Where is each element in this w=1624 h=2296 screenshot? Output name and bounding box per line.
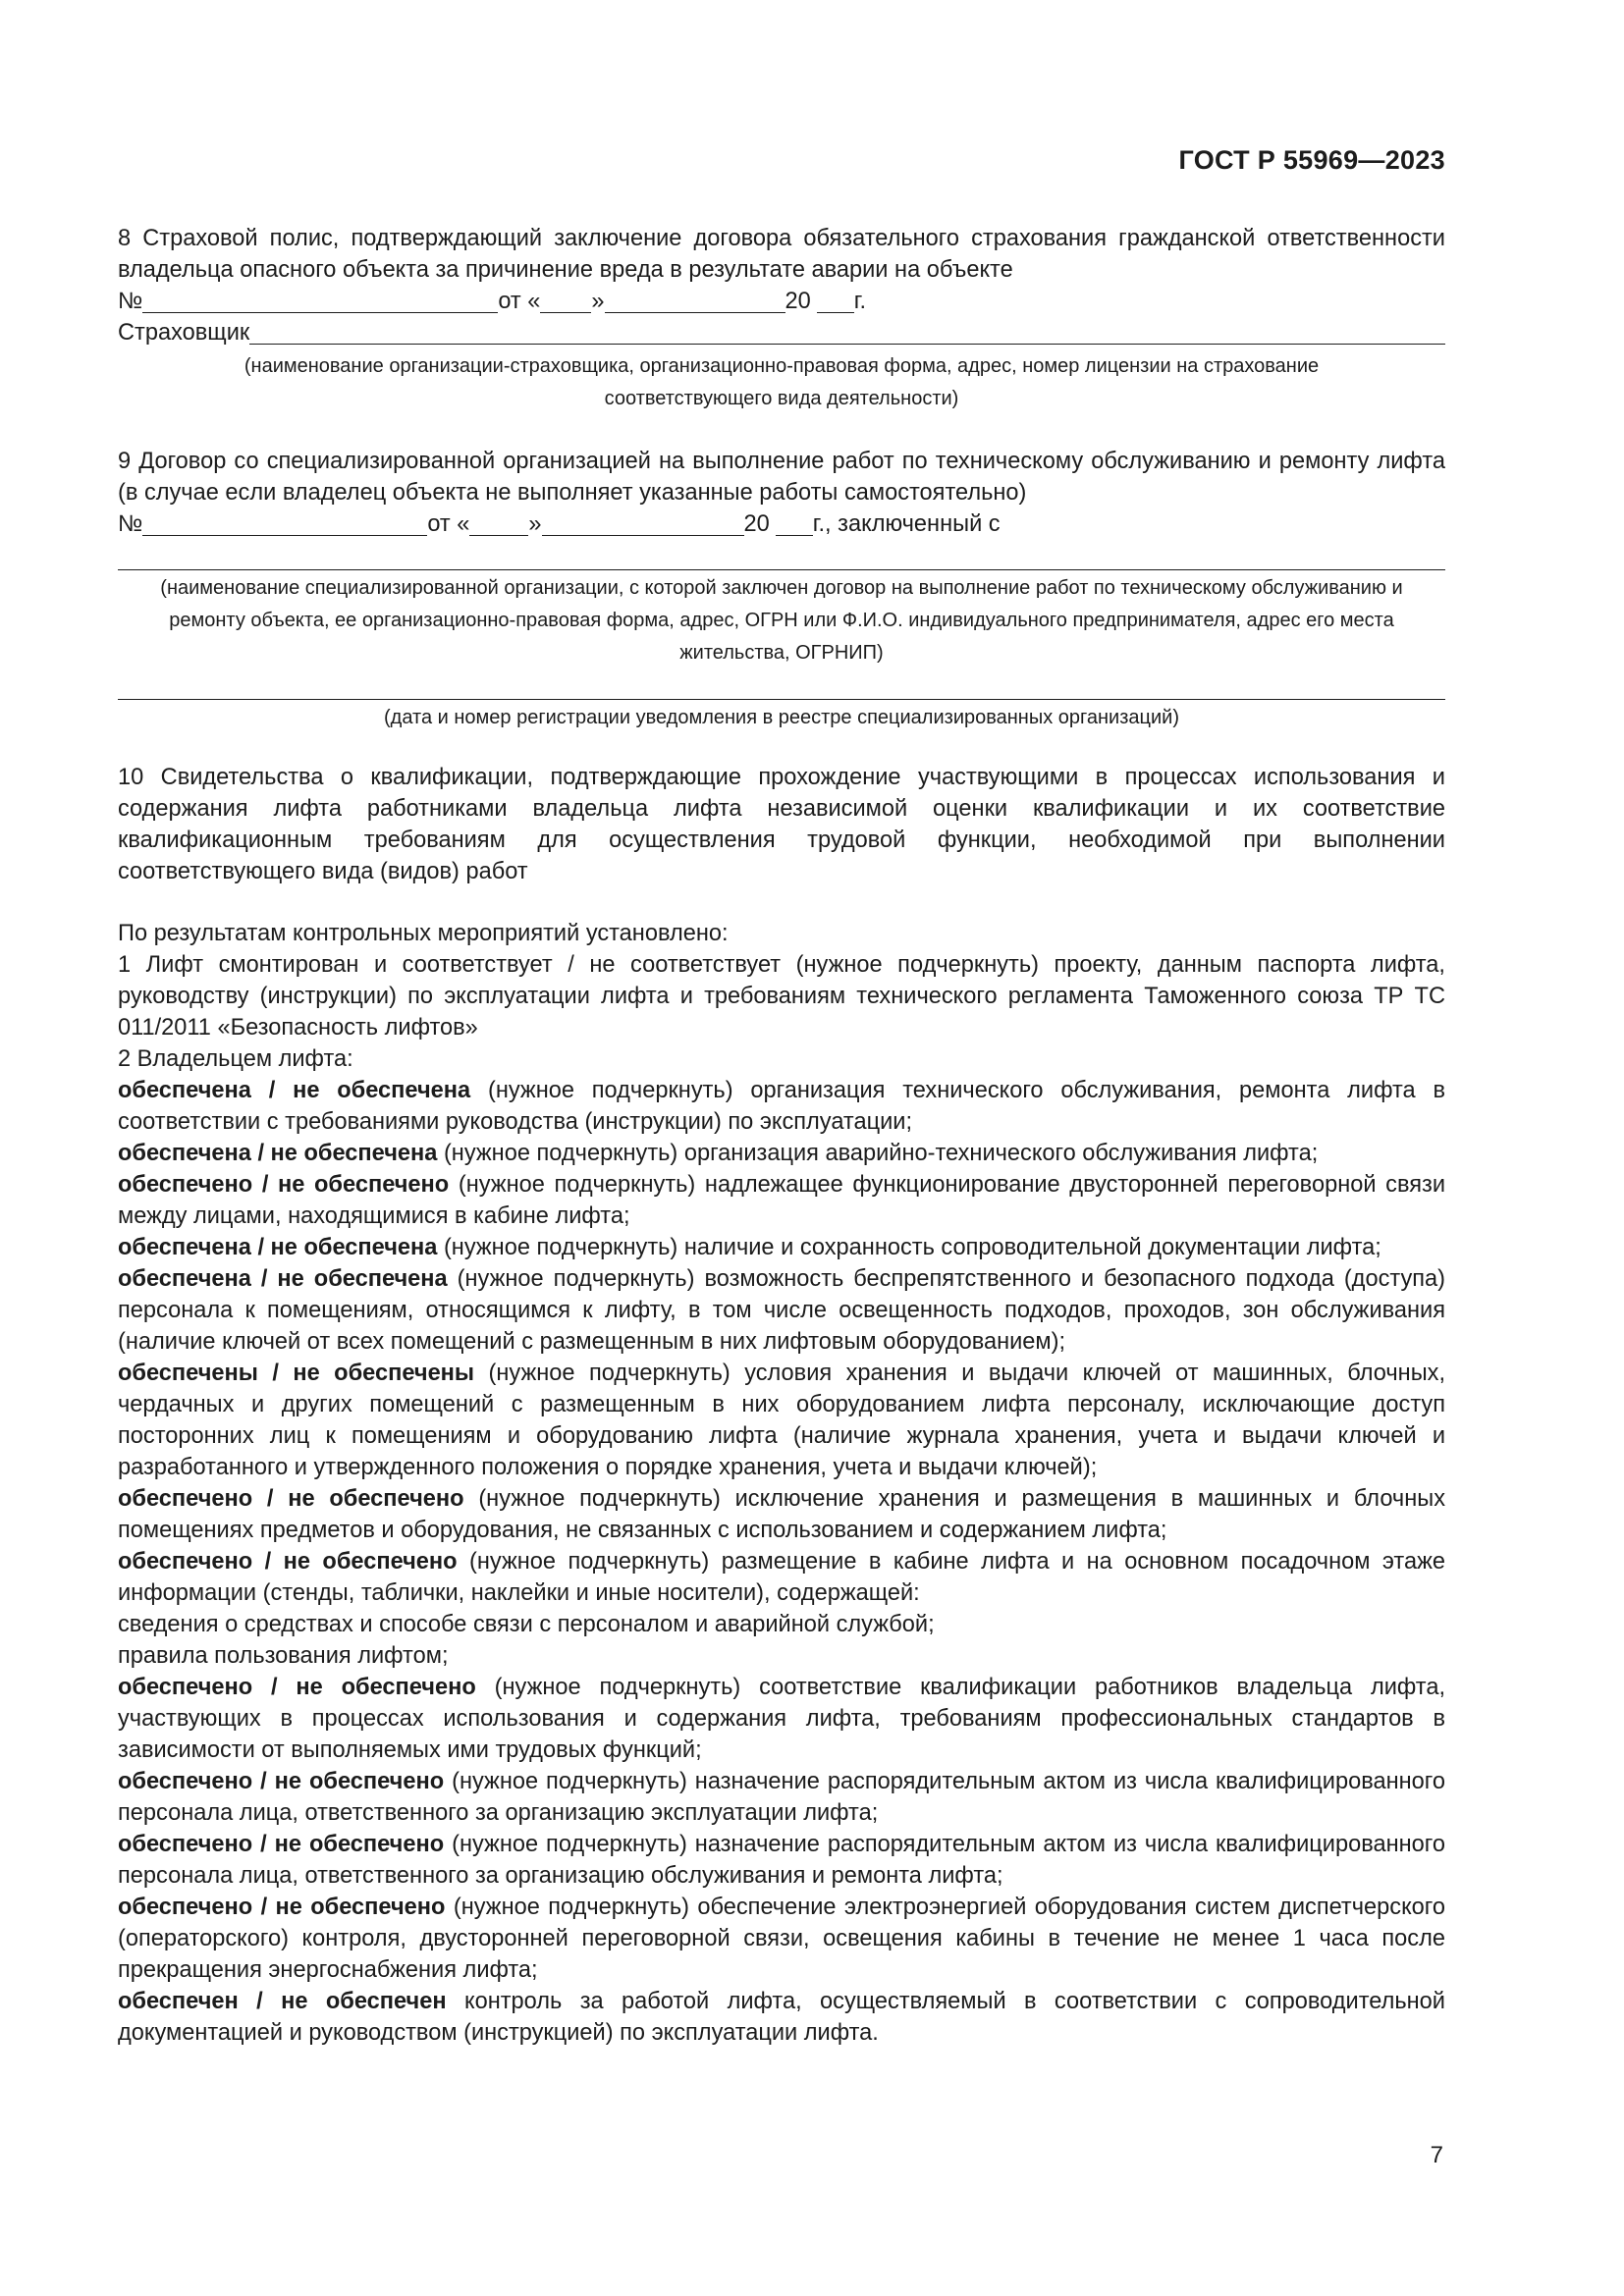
checklist-item-status: обеспечена / не обеспечена [118, 1235, 438, 1260]
checklist-item [118, 1169, 1445, 1232]
checklist-item-text: (нужное подчеркнуть) организация аварийно-технического обслуживания лифта; [437, 1141, 1319, 1166]
checklist-item-status: обеспечено / не обеспечено [118, 1486, 464, 1512]
checklist-item [118, 1986, 1445, 2049]
insurer-blank[interactable] [249, 318, 1445, 345]
checklist-item-status: обеспечена / не обеспечена [118, 1266, 448, 1292]
checklist-item [118, 1892, 1445, 1986]
checklist-item-text: (нужное подчеркнуть) размещение в кабине лифта и на основном посадочном этаже информации (стенды, таблички, наклейки и иные носители), содержащей: [118, 1549, 1445, 1606]
checklist-item-status: обеспечено / не обеспечено [118, 1895, 446, 1920]
quote-close: » [528, 511, 542, 537]
checklist-item-text: (нужное подчеркнуть) соответствие квалификации работников владельца лифта, участвующих в процессах использования и содержания лифта, требованиям профессиональных стандартов в зависимости от выполняемых ими трудовых функций; [118, 1675, 1446, 1763]
contract-day-blank[interactable] [469, 509, 528, 536]
checklist-item-status: обеспечено / не обеспечено [118, 1172, 450, 1198]
checklist-sub-item: правила пользования лифтом; [118, 1643, 449, 1669]
checklist-item-text: (нужное подчеркнуть) надлежащее функционирование двусторонней переговорной связи между лицами, находящимися в кабине лифта; [118, 1172, 1445, 1229]
checklist-item-text: контроль за работой лифта, осуществляемый в соответствии с сопроводительной документацией и руководством (инструкцией) по эксплуатации лифта. [118, 1989, 1445, 2046]
checklist-item-status: обеспечено / не обеспечено [118, 1675, 476, 1700]
policy-number-blank[interactable] [142, 287, 498, 313]
checklist-item [118, 1766, 1445, 1829]
checklist-item [118, 1075, 1445, 1138]
number-sign: № [118, 511, 143, 537]
checklist-item-text: (нужное подчеркнуть) назначение распорядительным актом из числа квалифицированного персонала лица, ответственного за организацию обслуживания и ремонта лифта; [118, 1832, 1445, 1889]
checklist-item-status: обеспечено / не обеспечено [118, 1549, 458, 1575]
policy-year-blank[interactable] [817, 287, 854, 313]
checklist-item-text: (нужное подчеркнуть) назначение распорядительным актом из числа квалифицированного персонала лица, ответственного за организацию эксплуатации лифта; [118, 1769, 1445, 1826]
year-prefix: 20 [743, 511, 770, 537]
organization-blank[interactable] [118, 540, 1445, 570]
results-intro: По результатам контрольных мероприятий установлено: [118, 921, 729, 946]
contract-year-blank[interactable] [776, 509, 813, 536]
from-label: от « [498, 289, 541, 314]
results-point-1: 1 Лифт смонтирован и соответствует / не соответствует (нужное подчеркнуть) проекту, данным паспорта лифта, руководству (инструкции) по эксплуатации лифта и требованиям технического регламента Таможенного союза ТР ТС 011/2011 «Безопасность лифтов» [118, 952, 1445, 1041]
organization-caption: (наименование специализированной организации, с которой заключен договор на выполнение работ по техническому обслуживанию и ремонту объекта, ее организационно-правовая форма, адрес, ОГРН или Ф.И.О. индивидуального предпринимателя, адрес его места жительства, ОГРНИП) [160, 577, 1403, 664]
checklist-item-text: (нужное подчеркнуть) исключение хранения и размещения в машинных и блочных помещениях предметов и оборудования, не связанных с использованием и содержанием лифта; [118, 1486, 1446, 1543]
insurer-row [118, 317, 1445, 348]
page-content [118, 223, 1445, 2049]
owner-checklist [118, 1075, 1445, 2049]
checklist-item-status: обеспечено / не обеспечено [118, 1769, 445, 1794]
checklist-item-status: обеспечено / не обеспечено [118, 1832, 445, 1857]
section-10-text: 10 Свидетельства о квалификации, подтверждающие прохождение участвующими в процессах использования и содержания лифта работниками владельца лифта независимой оценки квалификации и их соответствие квалификационным требованиям для осуществления трудовой функции, необходимой при выполнении соответствующего вида (видов) работ [118, 765, 1445, 884]
policy-number-row [118, 286, 1445, 317]
from-label: от « [427, 511, 470, 537]
checklist-item-text: (нужное подчеркнуть) наличие и сохранность сопроводительной документации лифта; [437, 1235, 1381, 1260]
checklist-item-status: обеспечен / не обеспечен [118, 1989, 447, 2014]
policy-day-blank[interactable] [540, 287, 591, 313]
quote-close: » [591, 289, 605, 314]
contract-number-row [118, 508, 1445, 540]
checklist-item [118, 1546, 1445, 1609]
checklist-item-status: обеспечены / не обеспечены [118, 1361, 475, 1386]
document-code: ГОСТ Р 55969—2023 [1178, 145, 1445, 175]
results-point-2: 2 Владельцем лифта: [118, 1046, 353, 1072]
checklist-item-text: (нужное подчеркнуть) условия хранения и выдачи ключей от машинных, блочных, чердачных и других помещений с размещенным в них оборудованием лифта персоналу, исключающие доступ посторонних лиц к помещениям и оборудованию лифта (наличие журнала хранения, учета и выдачи ключей и разработанного и утвержденного положения о порядке хранения, учета и выдачи ключей); [118, 1361, 1446, 1480]
registry-caption: (дата и номер регистрации уведомления в реестре специализированных организаций) [384, 707, 1179, 728]
checklist-item-status: обеспечена / не обеспечена [118, 1141, 438, 1166]
checklist-item-text: (нужное подчеркнуть) возможность беспрепятственного и безопасного подхода (доступа) персонала к помещениям, относящимся к лифту, в том числе освещенность подходов, проходов, зон обслуживания (наличие ключей от всех помещений с размещенным в них лифтовым оборудованием); [118, 1266, 1445, 1355]
spacer [118, 734, 1445, 762]
insurer-caption: (наименование организации-страховщика, организационно-правовая форма, адрес, номер лицензии на страхование соответствующего вида деятельности) [244, 355, 1320, 409]
checklist-item [118, 1829, 1445, 1892]
checklist-item-text: (нужное подчеркнуть) обеспечение электроэнергией оборудования систем диспетчерского (операторского) контроля, двусторонней переговорной связи, освещения кабины в течение не менее 1 часа после прекращения энергоснабжения лифта; [118, 1895, 1445, 1983]
spacer [118, 887, 1445, 918]
number-sign: № [118, 289, 143, 314]
checklist-item [118, 1672, 1445, 1766]
insurer-label: Страховщик [118, 320, 250, 346]
checklist-item [118, 1232, 1445, 1263]
checklist-item [118, 1483, 1445, 1546]
checklist-item-text: (нужное подчеркнуть) организация технического обслуживания, ремонта лифта в соответствии с требованиями руководства (инструкции) по эксплуатации; [118, 1078, 1445, 1135]
contract-month-blank[interactable] [542, 509, 744, 536]
contract-number-blank[interactable] [142, 509, 427, 536]
checklist-item [118, 1263, 1445, 1358]
checklist-item-status: обеспечена / не обеспечена [118, 1078, 471, 1103]
policy-month-blank[interactable] [605, 287, 785, 313]
registry-blank[interactable] [118, 669, 1445, 700]
checklist-sub-item: сведения о средствах и способе связи с персоналом и аварийной службой; [118, 1612, 935, 1637]
year-prefix: 20 [785, 289, 811, 314]
checklist-item [118, 1138, 1445, 1169]
spacer [118, 415, 1445, 446]
year-suffix: г. [853, 289, 867, 314]
section-8-text: 8 Страховой полис, подтверждающий заключение договора обязательного страхования гражданской ответственности владельца опасного объекта за причинение вреда в результате аварии на объекте [118, 226, 1445, 283]
section-9-text: 9 Договор со специализированной организацией на выполнение работ по техническому обслуживанию и ремонту лифта (в случае если владелец объекта не выполняет указанные работы самостоятельно) [118, 449, 1445, 506]
concluded-label: г., заключенный с [812, 511, 1001, 537]
checklist-item [118, 1358, 1445, 1483]
page-number: 7 [1430, 2142, 1443, 2168]
